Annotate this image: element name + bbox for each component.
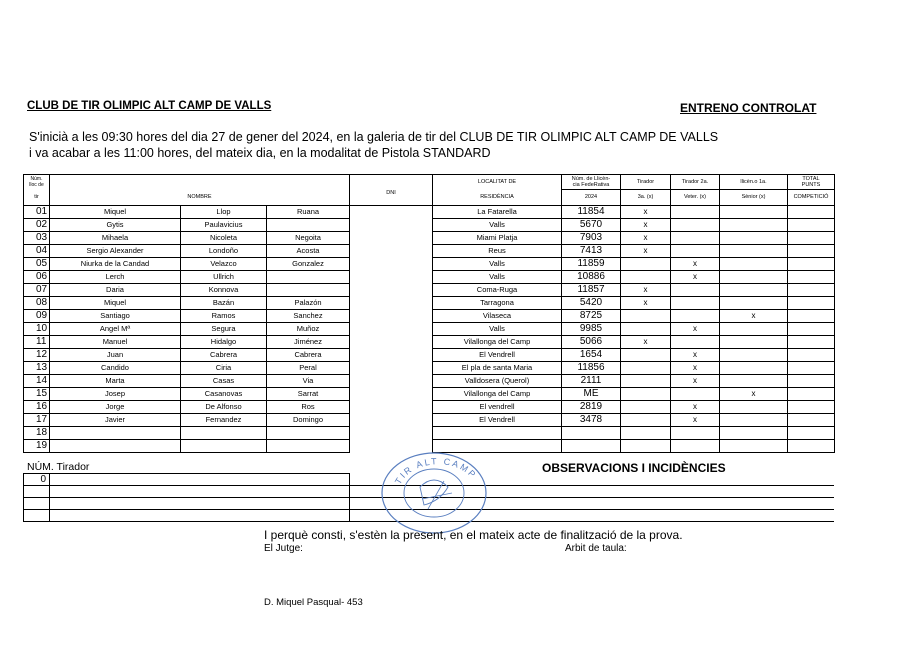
row-total-cell	[788, 310, 835, 323]
row-surname2-cell: Cabrera	[267, 349, 350, 362]
row-dni-cell	[350, 388, 433, 401]
results-table-body	[24, 206, 835, 453]
observacions-title: OBSERVACIONS I INCIDÈNCIES	[542, 461, 726, 475]
row-surname2-cell	[267, 219, 350, 232]
row-llicencia-1a-cell	[720, 375, 788, 388]
row-tirador-3a-cell: x	[621, 284, 671, 297]
row-surname1-cell: Cabrera	[181, 349, 267, 362]
row-localitat-cell: El pla de santa Maria	[433, 362, 562, 375]
row-total-cell	[788, 414, 835, 427]
row-name-cell: Santiago	[50, 310, 181, 323]
row-num-cell: 02	[24, 219, 50, 232]
row-surname1-cell: Fernandez	[181, 414, 267, 427]
row-tirador-2a-cell	[671, 284, 720, 297]
row-dni-cell	[350, 271, 433, 284]
observacions-cell	[50, 510, 350, 522]
header-localitat: LOCALITAT DE	[433, 175, 562, 190]
row-dni-cell	[350, 427, 433, 440]
row-num-cell: 18	[24, 427, 50, 440]
header-dni-top	[350, 175, 433, 190]
row-surname1-cell: Nicoleta	[181, 232, 267, 245]
row-dni-cell	[350, 219, 433, 232]
row-num-cell: 03	[24, 232, 50, 245]
table-row	[24, 401, 835, 414]
row-name-cell: Manuel	[50, 336, 181, 349]
row-tirador-3a-cell: x	[621, 232, 671, 245]
row-surname1-cell	[181, 440, 267, 453]
observacions-num-cell	[24, 498, 50, 510]
table-row	[24, 375, 835, 388]
row-tirador-3a-cell: x	[621, 336, 671, 349]
row-tirador-3a-cell: x	[621, 245, 671, 258]
row-surname1-cell: Ramos	[181, 310, 267, 323]
row-surname2-cell: Acosta	[267, 245, 350, 258]
row-tirador-2a-cell: x	[671, 375, 720, 388]
row-surname2-cell: Negoita	[267, 232, 350, 245]
row-tirador-2a-cell	[671, 245, 720, 258]
row-surname1-cell: Llop	[181, 206, 267, 219]
row-localitat-cell: Vilallonga del Camp	[433, 336, 562, 349]
row-llicencia-1a-cell	[720, 323, 788, 336]
row-num-cell: 08	[24, 297, 50, 310]
header-tirador-2a: Tirador 2a.	[671, 175, 720, 190]
table-row	[24, 336, 835, 349]
row-llicencia-1a-cell	[720, 349, 788, 362]
header-llicencia-year: 2024	[562, 190, 621, 206]
row-tirador-2a-cell	[671, 336, 720, 349]
header-llicencia-1a: llicèn.o 1a.	[720, 175, 788, 190]
row-surname1-cell: Londoño	[181, 245, 267, 258]
row-llicencia-cell: 2819	[562, 401, 621, 414]
row-surname1-cell: De Alfonso	[181, 401, 267, 414]
row-dni-cell	[350, 232, 433, 245]
row-tirador-2a-cell: x	[671, 349, 720, 362]
row-num-cell: 15	[24, 388, 50, 401]
row-llicencia-cell: 11854	[562, 206, 621, 219]
row-tirador-3a-cell	[621, 388, 671, 401]
row-tirador-3a-cell	[621, 258, 671, 271]
row-tirador-2a-cell: x	[671, 271, 720, 284]
row-llicencia-cell: 10886	[562, 271, 621, 284]
row-llicencia-cell: 7413	[562, 245, 621, 258]
row-llicencia-cell: 8725	[562, 310, 621, 323]
row-num-cell: 10	[24, 323, 50, 336]
row-tirador-3a-cell	[621, 323, 671, 336]
header-residencia: RESIDÈNCIA	[433, 190, 562, 206]
header-num-bottom: tir	[24, 190, 50, 206]
row-total-cell	[788, 427, 835, 440]
row-name-cell: Jorge	[50, 401, 181, 414]
row-llicencia-1a-cell: x	[720, 310, 788, 323]
row-tirador-3a-cell	[621, 401, 671, 414]
row-total-cell	[788, 388, 835, 401]
row-tirador-3a-cell: x	[621, 206, 671, 219]
row-llicencia-1a-cell	[720, 206, 788, 219]
row-localitat-cell: Tarragona	[433, 297, 562, 310]
row-localitat-cell: El Vendrell	[433, 414, 562, 427]
row-num-cell: 09	[24, 310, 50, 323]
row-total-cell	[788, 258, 835, 271]
row-llicencia-1a-cell	[720, 245, 788, 258]
document-type-title: ENTRENO CONTROLAT	[680, 101, 817, 115]
row-surname1-cell: Casanovas	[181, 388, 267, 401]
row-num-cell: 16	[24, 401, 50, 414]
row-tirador-2a-cell: x	[671, 401, 720, 414]
row-total-cell	[788, 232, 835, 245]
row-surname1-cell: Bazán	[181, 297, 267, 310]
row-dni-cell	[350, 206, 433, 219]
row-name-cell: Sergio Alexander	[50, 245, 181, 258]
jutge-label: El Jutge:	[264, 543, 303, 554]
row-llicencia-1a-cell	[720, 297, 788, 310]
row-surname2-cell: Palazón	[267, 297, 350, 310]
row-localitat-cell: Valls	[433, 323, 562, 336]
row-llicencia-1a-cell	[720, 258, 788, 271]
row-total-cell	[788, 323, 835, 336]
row-num-cell: 13	[24, 362, 50, 375]
table-row	[24, 349, 835, 362]
table-row	[24, 206, 835, 219]
observacions-num-cell: 0	[24, 474, 50, 486]
row-tirador-3a-cell	[621, 362, 671, 375]
row-surname1-cell: Segura	[181, 323, 267, 336]
row-tirador-3a-cell: x	[621, 297, 671, 310]
observacions-cell	[50, 498, 350, 510]
row-tirador-3a-cell	[621, 440, 671, 453]
row-llicencia-cell	[562, 440, 621, 453]
row-surname2-cell: Domingo	[267, 414, 350, 427]
row-tirador-2a-cell	[671, 232, 720, 245]
row-dni-cell	[350, 245, 433, 258]
row-total-cell	[788, 336, 835, 349]
row-surname2-cell: Ros	[267, 401, 350, 414]
row-total-cell	[788, 440, 835, 453]
header-nombre-top	[50, 175, 350, 190]
row-name-cell	[50, 427, 181, 440]
row-total-cell	[788, 284, 835, 297]
table-row	[24, 297, 835, 310]
table-row	[24, 232, 835, 245]
row-total-cell	[788, 219, 835, 232]
row-localitat-cell: Valls	[433, 219, 562, 232]
observacions-num-cell	[24, 486, 50, 498]
row-tirador-2a-cell	[671, 427, 720, 440]
row-num-cell: 05	[24, 258, 50, 271]
header-dni: DNI	[350, 190, 433, 206]
observacions-cell	[50, 486, 350, 498]
row-localitat-cell: Valls	[433, 258, 562, 271]
row-dni-cell	[350, 310, 433, 323]
row-localitat-cell: Valls	[433, 271, 562, 284]
row-surname2-cell: Muñoz	[267, 323, 350, 336]
row-name-cell: Miquel	[50, 297, 181, 310]
row-dni-cell	[350, 336, 433, 349]
row-tirador-3a-cell	[621, 271, 671, 284]
row-total-cell	[788, 271, 835, 284]
row-llicencia-cell	[562, 427, 621, 440]
row-llicencia-cell: 11856	[562, 362, 621, 375]
row-num-cell: 14	[24, 375, 50, 388]
row-dni-cell	[350, 375, 433, 388]
results-table	[23, 174, 835, 453]
row-llicencia-1a-cell	[720, 362, 788, 375]
row-surname2-cell: Via	[267, 375, 350, 388]
row-llicencia-1a-cell	[720, 427, 788, 440]
closing-statement: I perquè consti, s'estèn la present, en el mateix acte de finalització de la prova.	[264, 528, 683, 542]
row-num-cell: 17	[24, 414, 50, 427]
row-localitat-cell: Vilaseca	[433, 310, 562, 323]
row-surname2-cell: Peral	[267, 362, 350, 375]
row-tirador-2a-cell	[671, 297, 720, 310]
row-tirador-2a-cell: x	[671, 362, 720, 375]
row-surname1-cell	[181, 427, 267, 440]
row-llicencia-1a-cell	[720, 414, 788, 427]
row-name-cell: Juan	[50, 349, 181, 362]
row-num-cell: 04	[24, 245, 50, 258]
row-tirador-3a-cell	[621, 349, 671, 362]
intro-line-2: i va acabar a les 11:00 hores, del mateix dia, en la modalitat de Pistola STANDARD	[29, 146, 491, 160]
row-total-cell	[788, 297, 835, 310]
row-surname1-cell: Hidalgo	[181, 336, 267, 349]
table-row	[24, 284, 835, 297]
row-llicencia-1a-cell	[720, 440, 788, 453]
row-dni-cell	[350, 414, 433, 427]
row-total-cell	[788, 349, 835, 362]
row-surname2-cell	[267, 284, 350, 297]
row-surname1-cell: Konnova	[181, 284, 267, 297]
row-tirador-2a-cell	[671, 388, 720, 401]
table-row	[24, 258, 835, 271]
row-llicencia-1a-cell	[720, 219, 788, 232]
row-llicencia-cell: 11859	[562, 258, 621, 271]
row-surname2-cell: Sanchez	[267, 310, 350, 323]
header-tirador-2a-x: Veter. (x)	[671, 190, 720, 206]
intro-line-1: S'inicià a les 09:30 hores del dia 27 de gener del 2024, en la galeria de tir del CLUB DE TIR OLIMPIC ALT CAMP DE VALLS	[29, 130, 719, 144]
table-row	[24, 414, 835, 427]
row-localitat-cell: La Fatarella	[433, 206, 562, 219]
row-surname2-cell: Jiménez	[267, 336, 350, 349]
row-localitat-cell: Valldosera (Querol)	[433, 375, 562, 388]
row-dni-cell	[350, 258, 433, 271]
row-tirador-3a-cell	[621, 310, 671, 323]
row-total-cell	[788, 206, 835, 219]
row-surname1-cell: Casas	[181, 375, 267, 388]
row-surname2-cell: Gonzalez	[267, 258, 350, 271]
row-localitat-cell: Vilallonga del Camp	[433, 388, 562, 401]
row-name-cell: Niurka de la Candad	[50, 258, 181, 271]
row-dni-cell	[350, 362, 433, 375]
stamp-text: TIR ALT CAMP	[392, 456, 479, 487]
row-name-cell: Lerch	[50, 271, 181, 284]
row-llicencia-1a-cell	[720, 401, 788, 414]
table-row	[24, 427, 835, 440]
row-llicencia-cell: 5066	[562, 336, 621, 349]
row-llicencia-cell: 11857	[562, 284, 621, 297]
row-dni-cell	[350, 349, 433, 362]
arbit-label: Arbit de taula:	[565, 543, 627, 554]
row-surname2-cell	[267, 271, 350, 284]
row-name-cell: Gytis	[50, 219, 181, 232]
row-llicencia-1a-cell: x	[720, 388, 788, 401]
row-total-cell	[788, 401, 835, 414]
row-tirador-3a-cell	[621, 427, 671, 440]
row-llicencia-1a-cell	[720, 284, 788, 297]
row-name-cell: Javier	[50, 414, 181, 427]
row-llicencia-1a-cell	[720, 271, 788, 284]
row-llicencia-cell: 9985	[562, 323, 621, 336]
row-tirador-3a-cell	[621, 375, 671, 388]
row-num-cell: 12	[24, 349, 50, 362]
num-tirador-label: NÚM. Tirador	[27, 461, 90, 473]
table-row	[24, 362, 835, 375]
row-dni-cell	[350, 401, 433, 414]
header-llicencia-1a-x: Sènior (x)	[720, 190, 788, 206]
row-localitat-cell: Miami Platja	[433, 232, 562, 245]
row-dni-cell	[350, 297, 433, 310]
svg-text:TIR ALT CAMP	[393, 456, 479, 486]
row-surname1-cell: Velazco	[181, 258, 267, 271]
row-localitat-cell: Coma-Ruga	[433, 284, 562, 297]
table-row	[24, 323, 835, 336]
row-surname1-cell: Ciria	[181, 362, 267, 375]
row-tirador-2a-cell	[671, 310, 720, 323]
row-num-cell: 11	[24, 336, 50, 349]
row-tirador-3a-cell	[621, 414, 671, 427]
row-localitat-cell: El vendrell	[433, 401, 562, 414]
row-tirador-2a-cell	[671, 219, 720, 232]
row-total-cell	[788, 375, 835, 388]
header-tirador-3a: Tirador	[621, 175, 671, 190]
row-llicencia-cell: 5420	[562, 297, 621, 310]
table-row	[24, 271, 835, 284]
row-surname1-cell: Ullrich	[181, 271, 267, 284]
header-total-competicio: COMPETICIÓ	[788, 190, 835, 206]
row-tirador-2a-cell: x	[671, 323, 720, 336]
row-dni-cell	[350, 284, 433, 297]
header-num: Núm. lloc de	[24, 175, 50, 190]
row-name-cell: Mihaela	[50, 232, 181, 245]
table-row	[24, 219, 835, 232]
row-tirador-3a-cell: x	[621, 219, 671, 232]
row-llicencia-cell: 1654	[562, 349, 621, 362]
row-llicencia-1a-cell	[720, 232, 788, 245]
row-llicencia-1a-cell	[720, 336, 788, 349]
row-total-cell	[788, 245, 835, 258]
row-surname1-cell: Paulavicius	[181, 219, 267, 232]
row-num-cell: 07	[24, 284, 50, 297]
row-tirador-2a-cell: x	[671, 258, 720, 271]
row-name-cell: Josep	[50, 388, 181, 401]
row-num-cell: 01	[24, 206, 50, 219]
row-localitat-cell	[433, 427, 562, 440]
row-surname2-cell: Ruana	[267, 206, 350, 219]
row-name-cell: Candido	[50, 362, 181, 375]
header-total: TOTAL PUNTS	[788, 175, 835, 190]
row-llicencia-cell: 2111	[562, 375, 621, 388]
club-stamp	[378, 449, 490, 535]
observacions-cell	[50, 474, 350, 486]
table-row	[24, 245, 835, 258]
row-name-cell: Angel Mª	[50, 323, 181, 336]
header-llicencia: Núm. de Llicèn- cia FedeRativa	[562, 175, 621, 190]
row-name-cell: Daria	[50, 284, 181, 297]
row-total-cell	[788, 362, 835, 375]
row-llicencia-cell: 5670	[562, 219, 621, 232]
row-surname2-cell: Sarrat	[267, 388, 350, 401]
row-tirador-2a-cell: x	[671, 414, 720, 427]
row-llicencia-cell: 3478	[562, 414, 621, 427]
observacions-num-cell	[24, 510, 50, 522]
row-llicencia-cell: ME	[562, 388, 621, 401]
row-llicencia-cell: 7903	[562, 232, 621, 245]
row-num-cell: 19	[24, 440, 50, 453]
header-nombre: NOMBRE	[50, 190, 350, 206]
row-name-cell	[50, 440, 181, 453]
row-surname2-cell	[267, 427, 350, 440]
header-tirador-3a-x: 3a. (x)	[621, 190, 671, 206]
row-name-cell: Marta	[50, 375, 181, 388]
row-dni-cell	[350, 323, 433, 336]
table-row	[24, 310, 835, 323]
row-num-cell: 06	[24, 271, 50, 284]
signature-line: D. Miquel Pasqual- 453	[264, 597, 363, 608]
row-tirador-2a-cell	[671, 440, 720, 453]
row-name-cell: Miquel	[50, 206, 181, 219]
row-localitat-cell: El Vendrell	[433, 349, 562, 362]
row-surname2-cell	[267, 440, 350, 453]
table-row	[24, 388, 835, 401]
row-localitat-cell: Reus	[433, 245, 562, 258]
row-tirador-2a-cell	[671, 206, 720, 219]
club-title: CLUB DE TIR OLIMPIC ALT CAMP DE VALLS	[27, 100, 272, 112]
